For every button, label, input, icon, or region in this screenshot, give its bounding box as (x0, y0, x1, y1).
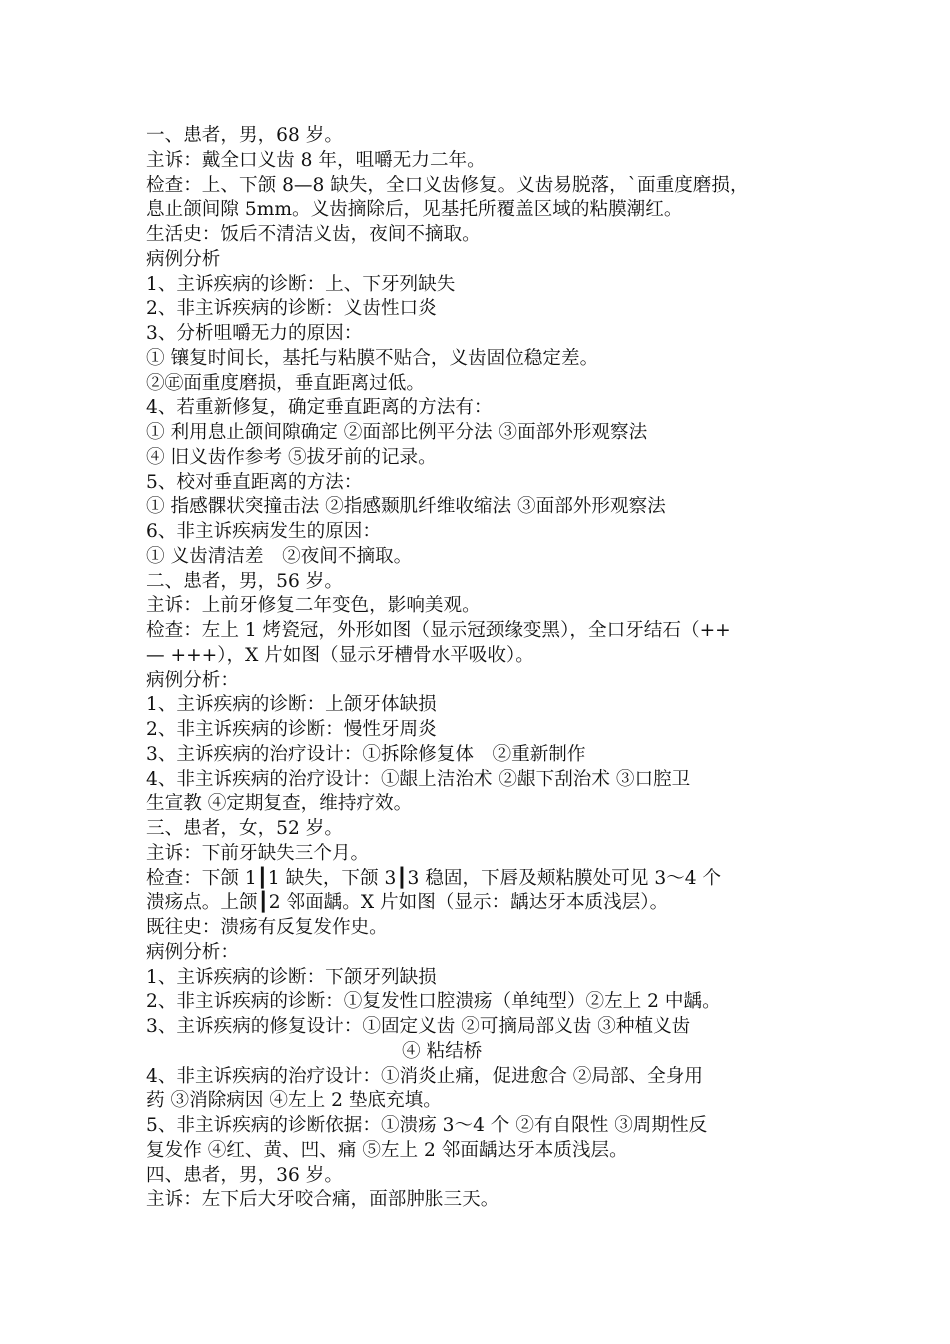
case-3-exam-line-1: 检查：下颌 1┃1 缺失，下颌 3┃3 稳固，下唇及颊粘膜处可见 3～4 个 (146, 867, 722, 889)
case-4-heading: 四、患者，男，36 岁。 (146, 1164, 343, 1186)
case-2-exam-line-1: 检查：左上 1 烤瓷冠，外形如图（显示冠颈缘变黑），全口牙结石（++ (146, 620, 731, 641)
case-1-exam-line-1: 检查：上、下颌 8—8 缺失，全口义齿修复。义齿易脱落，`面重度磨损， (146, 174, 749, 196)
case-1-item-6-causes: ① 义齿清洁差 ②夜间不摘取。 (146, 545, 413, 567)
case-1-item-4: 4、若重新修复，确定垂直距离的方法有： (146, 397, 493, 419)
case-3-heading: 三、患者，女，52 岁。 (146, 818, 343, 839)
case-3-past-history: 既往史：溃疡有反复发作史。 (146, 917, 388, 938)
case-1-item-3-reason-2: ②㊣面重度磨损，垂直距离过低。 (146, 372, 425, 394)
case-1-item-4-methods-2: ④ 旧义齿作参考 ⑤拔牙前的记录。 (146, 446, 437, 468)
case-1-item-6: 6、非主诉疾病发生的原因： (146, 521, 381, 542)
case-1-exam-line-2: 息止颌间隙 5mm。义齿摘除后，见基托所覆盖区域的粘膜潮红。 (146, 199, 683, 221)
case-2-item-1: 1、主诉疾病的诊断：上颌牙体缺损 (146, 694, 437, 716)
case-1-item-2: 2、非主诉疾病的诊断：义齿性口炎 (146, 298, 437, 320)
case-1-chief-complaint: 主诉：戴全口义齿 8 年，咀嚼无力二年。 (146, 149, 486, 171)
case-2-analysis-heading: 病例分析： (146, 669, 239, 691)
case-3-item-4-line-2: 药 ③消除病因 ④左上 2 垫底充填。 (146, 1090, 442, 1112)
case-2-item-4-line-2: 生宣教 ④定期复查，维持疗效。 (146, 793, 413, 815)
case-1-item-4-methods-1: ① 利用息止颌间隙确定 ②面部比例平分法 ③面部外形观察法 (146, 422, 648, 443)
case-2-exam-line-2: — +++），X 片如图（显示牙槽骨水平吸收）。 (146, 644, 534, 666)
case-1-heading: 一、患者，男，68 岁。 (146, 125, 343, 146)
case-4-chief-complaint: 主诉：左下后大牙咬合痛，面部肿胀三天。 (146, 1189, 500, 1211)
case-3-item-2: 2、非主诉疾病的诊断：①复发性口腔溃疡（单纯型）②左上 2 中龋。 (146, 991, 721, 1013)
case-3-item-5-line-2: 复发作 ④红、黄、凹、痛 ⑤左上 2 邻面龋达牙本质浅层。 (146, 1139, 628, 1161)
case-1-item-5: 5、校对垂直距离的方法： (146, 471, 363, 493)
case-2-item-4-line-1: 4、非主诉疾病的治疗设计：①龈上洁治术 ②龈下刮治术 ③口腔卫 (146, 768, 691, 790)
case-2-item-2: 2、非主诉疾病的诊断：慢性牙周炎 (146, 719, 437, 740)
case-1-item-5-methods: ① 指感髁状突撞击法 ②指感颞肌纤维收缩法 ③面部外形观察法 (146, 496, 666, 518)
case-1-analysis-heading: 病例分析 (146, 248, 221, 270)
case-2-item-3: 3、主诉疾病的治疗设计：①拆除修复体 ②重新制作 (146, 743, 586, 765)
case-1-item-1: 1、主诉疾病的诊断：上、下牙列缺失 (146, 273, 456, 295)
case-1-life-history: 生活史：饭后不清洁义齿，夜间不摘取。 (146, 224, 481, 245)
case-3-item-3-line-2: ④ 粘结桥 (402, 1040, 483, 1062)
case-3-item-5-line-1: 5、非主诉疾病的诊断依据：①溃疡 3～4 个 ②有自限性 ③周期性反 (146, 1115, 708, 1136)
case-3-item-4-line-1: 4、非主诉疾病的治疗设计：①消炎止痛，促进愈合 ②局部、全身用 (146, 1065, 703, 1087)
case-3-item-1: 1、主诉疾病的诊断：下颌牙列缺损 (146, 966, 437, 988)
case-3-analysis-heading: 病例分析： (146, 941, 239, 963)
case-1-item-3-reason-1: ① 镶复时间长，基托与粘膜不贴合，义齿固位稳定差。 (146, 347, 599, 369)
document-page (146, 124, 816, 1213)
case-3-chief-complaint: 主诉：下前牙缺失三个月。 (146, 842, 370, 864)
case-1-item-3: 3、分析咀嚼无力的原因： (146, 323, 363, 344)
case-2-chief-complaint: 主诉：上前牙修复二年变色，影响美观。 (146, 595, 481, 617)
case-2-heading: 二、患者，男，56 岁。 (146, 570, 343, 592)
case-3-exam-line-2: 溃疡点。上颌┃2 邻面龋。X 片如图（显示：龋达牙本质浅层）。 (146, 892, 669, 914)
case-3-item-3-line-1: 3、主诉疾病的修复设计：①固定义齿 ②可摘局部义齿 ③种植义齿 (146, 1016, 691, 1037)
